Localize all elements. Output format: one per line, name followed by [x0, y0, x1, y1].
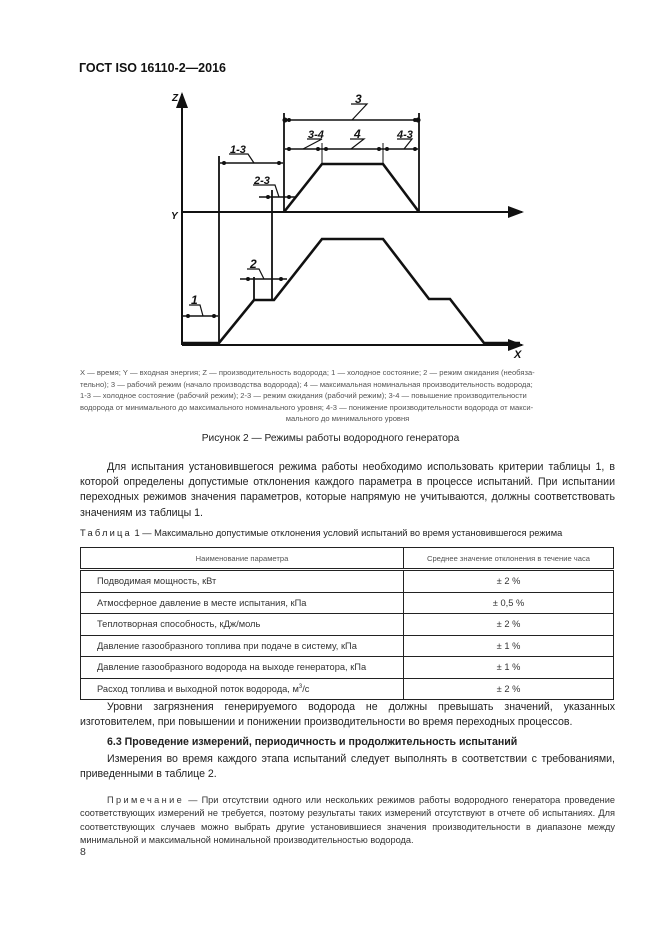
- paragraph-table-criteria: [80, 460, 615, 521]
- param-unit: /с: [302, 683, 310, 694]
- value-cell: ± 0,5 %: [404, 592, 614, 614]
- legend-line: мального до минимального уровня: [285, 414, 410, 424]
- value-cell: ± 1 %: [404, 635, 614, 657]
- callout-1-3: 1-3: [230, 144, 246, 156]
- table-title-text: 1 — Максимально допустимые отклонения условий испытаний во время установившегося режима: [131, 528, 563, 538]
- value-cell: ± 2 %: [404, 614, 614, 636]
- param-cell: Подводимая мощность, кВт: [81, 570, 404, 593]
- column-header-parameter: Наименование параметра: [81, 548, 404, 570]
- param-cell: Давление газообразного топлива при подаче в систему, кПа: [81, 635, 404, 657]
- paragraph-measurements: [80, 752, 615, 782]
- callout-2: 2: [250, 257, 257, 271]
- figure-caption: Рисунок 2 — Режимы работы водородного генератора: [201, 433, 460, 444]
- value-cell: ± 2 %: [404, 678, 614, 700]
- figure-legend: [80, 367, 615, 425]
- table-title: [80, 528, 562, 538]
- hydrogen-generator-modes-diagram: [0, 0, 661, 360]
- note-label: Примечание: [107, 795, 185, 805]
- paragraph-text: Измерения во время каждого этапа испытаний следует выполнять в соответствии с требованиями, приведенными в таблице 2.: [80, 753, 615, 781]
- paragraph-contamination: [80, 700, 615, 730]
- legend-line: 1-3 — холодное состояние (рабочий режим); 2-3 — режим ожидания (рабочий режим); 3-4 — повышение производительности: [80, 391, 527, 401]
- param-cell: Теплотворная способность, кДж/моль: [81, 614, 404, 636]
- legend-line: водорода от минимального до максимального номинального уровня; 4-3 — понижение производительности водорода от макси-: [80, 402, 534, 412]
- superscript: 3: [298, 683, 303, 690]
- x-axis-label: X: [514, 349, 522, 360]
- param-cell: [81, 678, 404, 700]
- note-block: [80, 794, 615, 848]
- paragraph-text: Для испытания установившегося режима работы необходимо использовать критерии таблицы 1, в которой определены допустимые отклонения каждого параметра в процессе испытаний. При испытании переходных режимов значения параметров, которые напрямую не учитываются, должны соответствовать значениям из таблицы 1.: [80, 461, 615, 519]
- section-heading: 6.3 Проведение измерений, периодичность и продолжительность испытаний: [107, 736, 518, 748]
- document-header: ГОСТ ISO 16110-2—2016: [79, 61, 226, 75]
- column-header-deviation: Среднее значение отклонения в течение часа: [404, 548, 614, 570]
- param-cell: Давление газообразного водорода на выходе генератора, кПа: [81, 657, 404, 679]
- legend-line: тельно); 3 — рабочий режим (начало производства водорода); 4 — максимальная номинальная производительность водорода;: [80, 379, 533, 389]
- table-row: [81, 614, 614, 636]
- z-axis-label: Z: [172, 93, 179, 104]
- legend-line: X — время; Y — входная энергия; Z — производительность водорода; 1 — холодное состояние; 2 — режим ожидания (необяза-: [80, 368, 535, 377]
- value-cell: ± 1 %: [404, 657, 614, 679]
- value-cell: ± 2 %: [404, 570, 614, 593]
- callout-3: 3: [355, 92, 362, 106]
- table-label: Таблица: [80, 528, 132, 538]
- callout-1: 1: [191, 293, 198, 307]
- table-row: [81, 678, 614, 700]
- hydrogen-production-curve: [284, 164, 419, 212]
- deviation-table: [80, 547, 614, 700]
- table-row: [81, 657, 614, 679]
- callout-3-4: 3-4: [308, 129, 324, 141]
- table-row: [81, 635, 614, 657]
- table-row: [81, 570, 614, 593]
- paragraph-text: Уровни загрязнения генерируемого водорода не должны превышать значений, указанных изготовителем, при повышении и понижении производительности во время переходных процессов.: [80, 701, 615, 729]
- callout-4: 4: [354, 127, 361, 141]
- note-text: — При отсутствии одного или нескольких режимов работы водородного генератора проведение соответствующих измерений не требуется, поэтому результаты таких измерений отсутствуют в отчете об испытаниях. Для соответствующих случаев можно выбрать другие установившиеся значения производительности в диапазоне между минимальной и максимальной номинальной производительностью водорода.: [80, 795, 615, 846]
- input-energy-curve: [182, 239, 520, 343]
- callout-4-3: 4-3: [397, 129, 413, 141]
- table-header-row: [81, 548, 614, 570]
- param-text: Расход топлива и выходной поток водорода, м: [97, 683, 299, 694]
- table-row: [81, 592, 614, 614]
- y-axis-label: Y: [171, 211, 178, 222]
- page-number: 8: [80, 846, 86, 858]
- param-cell: Атмосферное давление в месте испытания, кПа: [81, 592, 404, 614]
- callout-2-3: 2-3: [254, 175, 270, 187]
